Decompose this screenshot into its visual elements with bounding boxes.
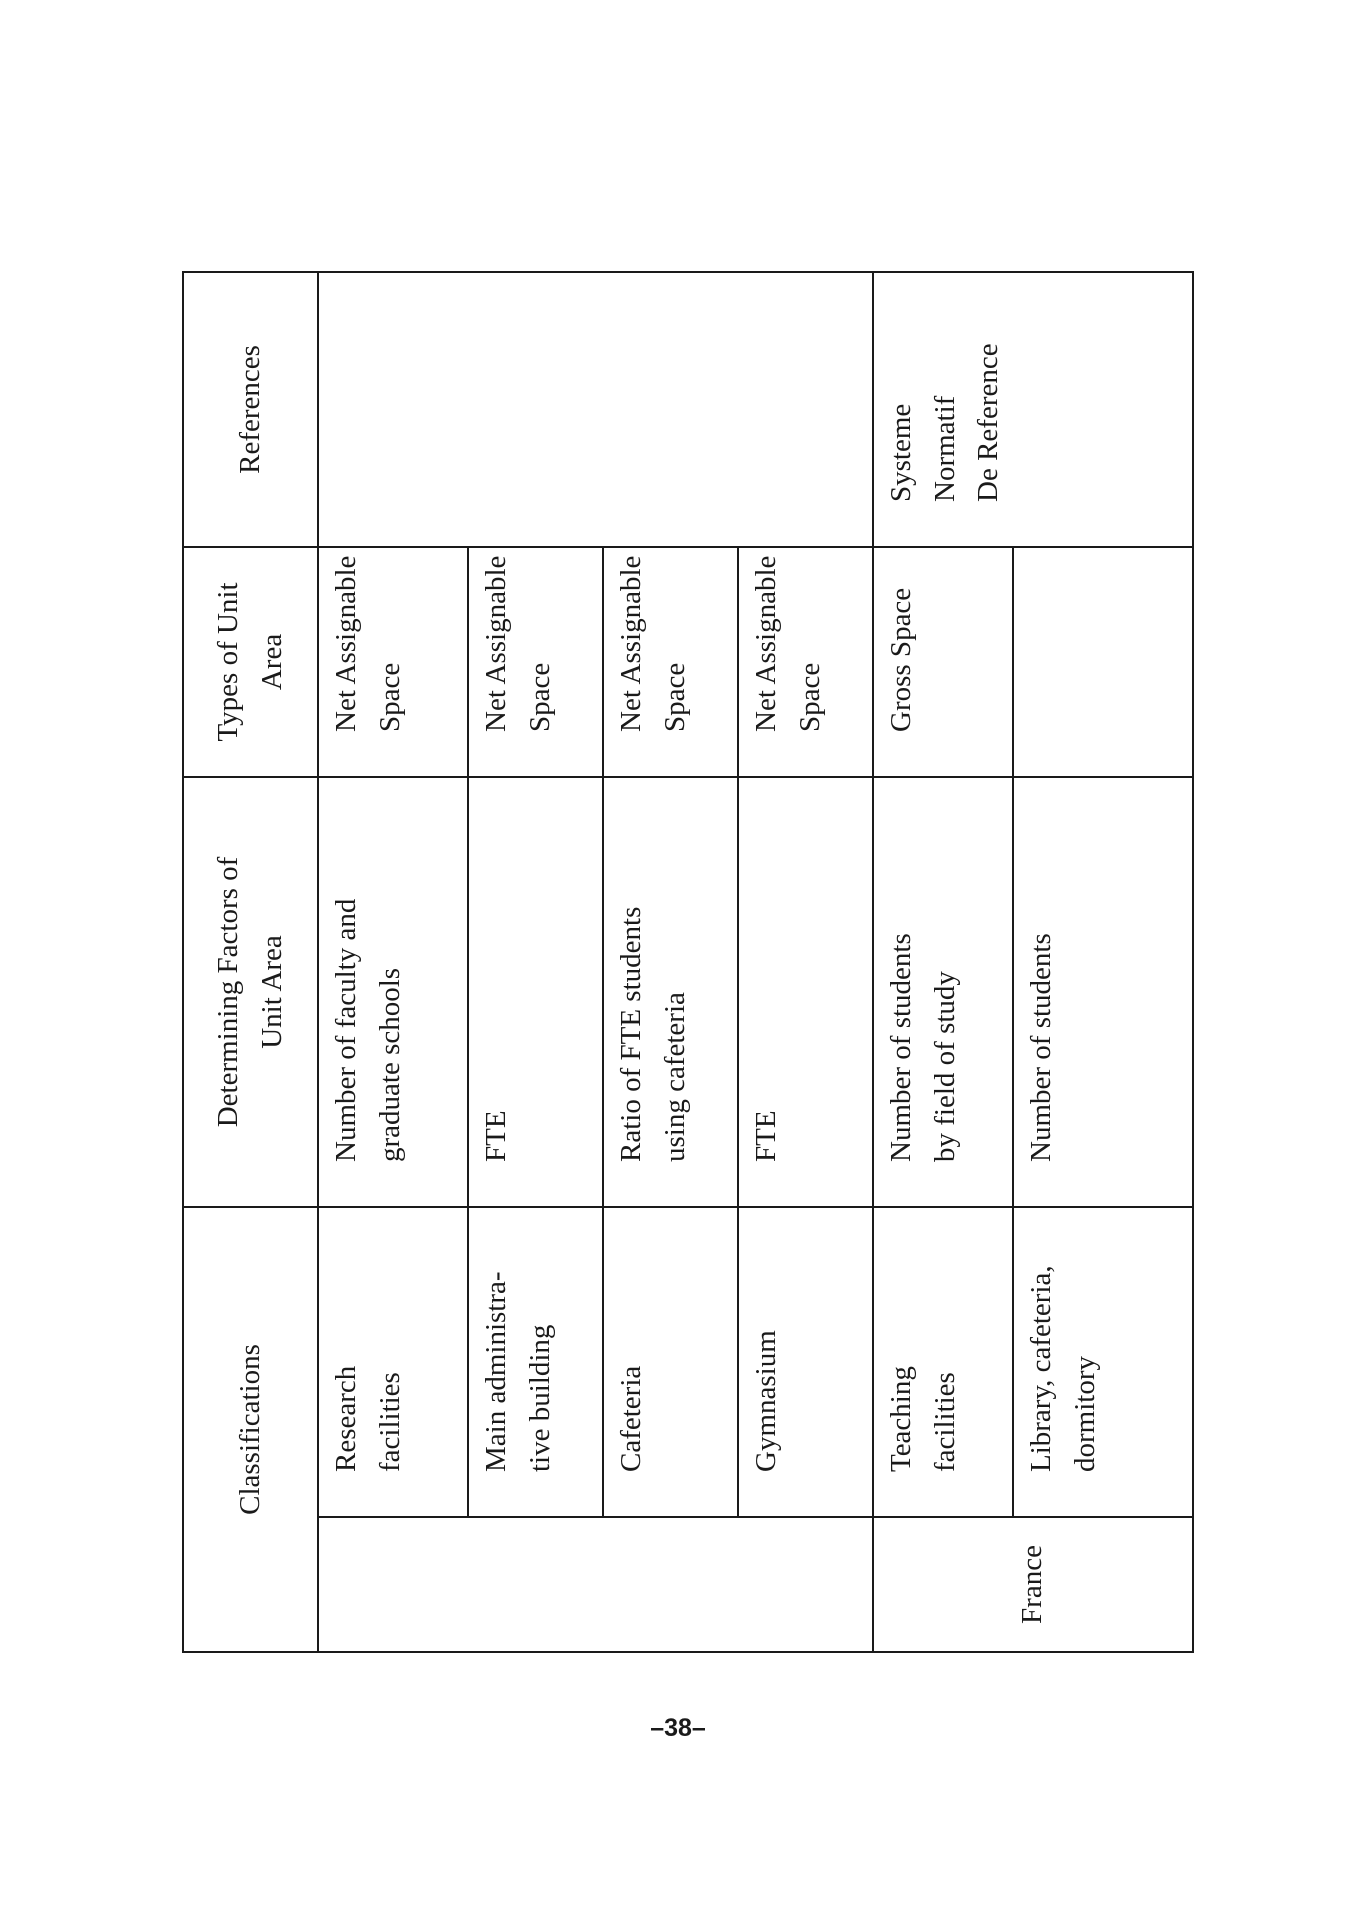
factor-cell: Number of faculty and graduate schools	[318, 777, 468, 1207]
facility-cell: Research facilities	[318, 1207, 468, 1517]
type-cell: Net Assignable Space	[318, 547, 468, 777]
header-types-of-unit-area: Types of Unit Area	[183, 547, 318, 777]
facility-cell: Main administra- tive building	[468, 1207, 603, 1517]
facility-cell: Library, cafeteria, dormitory	[1013, 1207, 1193, 1517]
rotated-table-container	[182, 273, 1192, 1653]
facility-cell: Cafeteria	[603, 1207, 738, 1517]
type-cell-empty	[1013, 547, 1193, 777]
facility-cell: Teaching facilities	[873, 1207, 1013, 1517]
country-cell-empty	[318, 1517, 873, 1652]
factor-cell: FTE	[738, 777, 873, 1207]
factor-cell: Number of students	[1013, 777, 1193, 1207]
page-number: –38–	[650, 1714, 706, 1742]
header-determining-factors: Determining Factors of Unit Area	[183, 777, 318, 1207]
table-row	[318, 272, 468, 1652]
factor-cell: Ratio of FTE students using cafeteria	[603, 777, 738, 1207]
type-cell: Net Assignable Space	[603, 547, 738, 777]
reference-cell-empty	[318, 272, 873, 547]
header-classifications: Classifications	[183, 1207, 318, 1652]
header-row	[183, 272, 318, 1652]
reference-cell-france: Systeme Normatif De Reference	[873, 272, 1193, 547]
factor-cell: FTE	[468, 777, 603, 1207]
factor-cell: Number of students by field of study	[873, 777, 1013, 1207]
type-cell: Gross Space	[873, 547, 1013, 777]
facility-cell: Gymnasium	[738, 1207, 873, 1517]
table-row	[873, 272, 1013, 1652]
unit-area-table	[182, 271, 1194, 1653]
country-cell-france: France	[873, 1517, 1193, 1652]
header-references: References	[183, 272, 318, 547]
type-cell: Net Assignable Space	[468, 547, 603, 777]
type-cell: Net Assignable Space	[738, 547, 873, 777]
